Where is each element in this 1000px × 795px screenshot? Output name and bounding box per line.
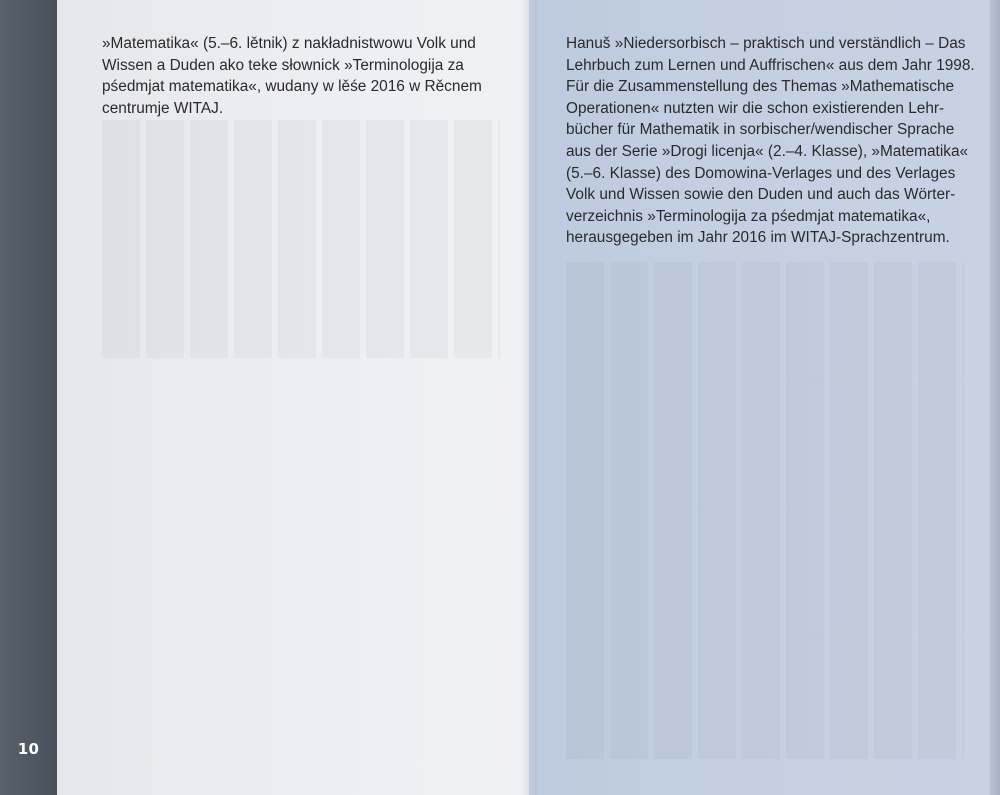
paragraph-line: Für die Zusammenstellung des Themas »Mathematische [566,78,955,96]
paragraph-line: Lehrbuch zum Lernen und Auffrischen« aus dem Jahr 1998. [566,56,975,74]
page-number: 10 [17,740,40,758]
lower-sorbian-paragraph [102,33,502,119]
page-gutter [521,0,537,795]
paragraph-line: Hanuš »Niedersorbisch – praktisch und verständlich – Das [566,35,966,52]
right-page-edge [990,0,1000,795]
paragraph-line: verzeichnis »Terminologija za pśedmjat matematika«, [566,207,931,225]
paragraph-line: (5.–6. Klasse) des Domowina-Verlages und des Verlages [566,164,956,182]
paragraph-line: centrumje WITAJ. [102,99,224,117]
paragraph-line: pśedmjat matematika«, wudany w lěśe 2016 w Rěcnem [102,78,482,96]
german-paragraph [566,33,976,249]
left-margin-strip [0,0,57,795]
paragraph-line: bücher für Mathematik in sorbischer/wendischer Sprache [566,121,955,139]
paragraph-line: Operationen« nutzten wir die schon existierenden Lehr- [566,99,945,117]
paragraph-line: Volk und Wissen sowie den Duden und auch das Wörter- [566,186,956,204]
paragraph-line: »Matematika« (5.–6. lětnik) z nakładnistwowu Volk und [102,35,476,52]
paragraph-line: herausgegeben im Jahr 2016 im WITAJ-Sprachzentrum. [566,229,950,247]
paragraph-line: aus der Serie »Drogi licenja« (2.–4. Klasse), »Matematika« [566,142,969,160]
paragraph-line: Wissen a Duden ako teke słownick »Terminologija za [102,56,464,74]
